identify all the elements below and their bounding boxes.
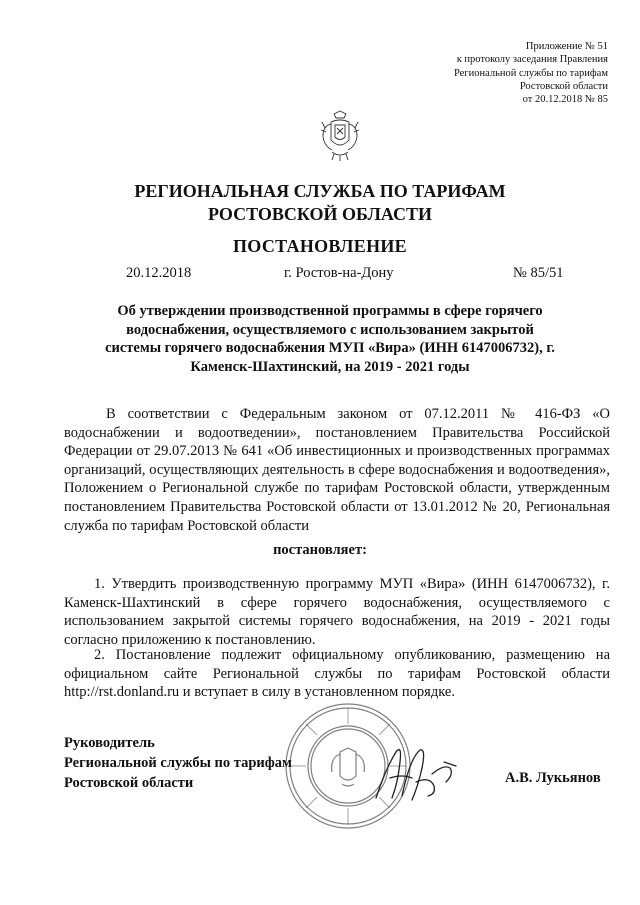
document-type: ПОСТАНОВЛЕНИЕ [233, 236, 407, 256]
signer-title-line: Руководитель [64, 735, 155, 751]
agency-line: РЕГИОНАЛЬНАЯ СЛУЖБА ПО ТАРИФАМ [134, 181, 506, 201]
handwritten-signature-icon [372, 738, 462, 810]
agency-name [60, 180, 580, 226]
appendix-line: Приложение № 51 [525, 41, 608, 52]
document-city: г. Ростов-на-Дону [284, 265, 394, 281]
document-number: № 85/51 [513, 265, 564, 281]
decree-word: постановляет: [273, 542, 367, 558]
appendix-line: от 20.12.2018 № 85 [522, 94, 608, 106]
appendix-line: Региональной службы по тарифам [453, 67, 608, 79]
signer-name: А.В. Лукьянов [505, 770, 601, 786]
signer-title-line: Ростовской области [64, 775, 194, 791]
appendix-note [454, 40, 608, 106]
document-date: 20.12.2018 [126, 265, 192, 281]
coat-of-arms-icon [320, 110, 360, 162]
document-subject: Об утверждении производственной программы в сфере горячего водоснабжения, осуществляемого с использованием закрытой системы горячего водоснабжения МУП «Вира» (ИНН 6147006732), г. Каменск-Шахтинский, на 2019 - 2021 годы [105, 303, 555, 376]
signer-title [64, 733, 292, 793]
decree-item-2: 2. Постановление подлежит официальному опубликованию, размещению на официальном сайте Региональной службы по тарифам Ростовской области http://rst.donland.ru и вступает в силу в установленном порядке. [64, 647, 610, 701]
decree-item-1: 1. Утвердить производственную программу МУП «Вира» (ИНН 6147006732), г. Каменск-Шахтинский в сфере горячего водоснабжения, осуществляемого с использованием закрытой системы горячего водоснабжения, на 2019 - 2021 годы согласно приложению к постановлению. [64, 576, 610, 648]
preamble-paragraph: В соответствии с Федеральным законом от 07.12.2011 № 416-ФЗ «О водоснабжении и водоотведении», постановлением Правительства Российской Федерации от 29.07.2013 № 641 «Об инвестиционных и производственных программах организаций, осуществляющих деятельность в сфере водоснабжения и водоотведения», Положением о Региональной службе по тарифам Ростовской области, утвержденным постановлением Правительства Ростовской области от 13.01.2012 № 20, Региональная служба по тарифам Ростовской области [64, 406, 610, 534]
agency-line: РОСТОВСКОЙ ОБЛАСТИ [208, 204, 432, 224]
appendix-line: Ростовской области [519, 80, 608, 92]
appendix-line: к протоколу заседания Правления [456, 54, 608, 66]
signer-title-line: Региональной службы по тарифам [64, 755, 292, 771]
